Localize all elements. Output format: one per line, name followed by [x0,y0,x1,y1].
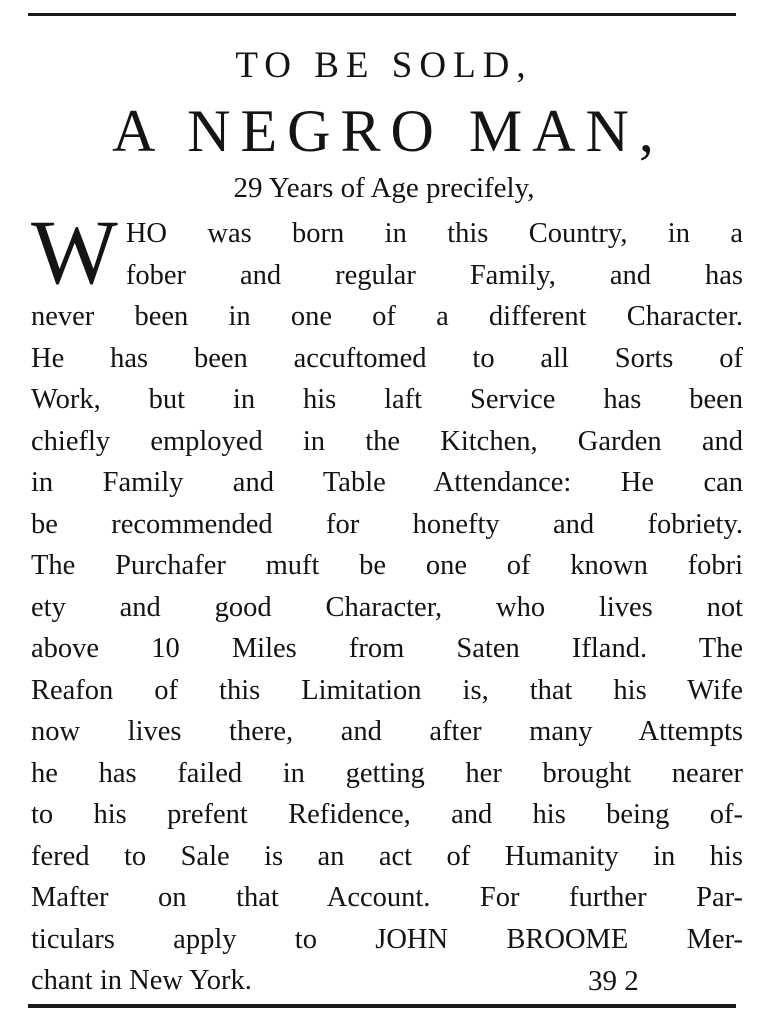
advertisement-body [31,201,743,1002]
top-rule [28,13,736,16]
body-line: ticulars apply to JOHN BROOME Mer- [31,923,743,955]
body-line: never been in one of a different Character. [31,301,743,332]
drop-cap-letter: W [31,201,118,303]
body-line: he has failed in getting her brought nearer [31,757,743,789]
bottom-rule [28,1004,736,1008]
body-line: fober and regular Family, and has [125,259,743,291]
subheading-age: 29 Years of Age precifely, [233,172,535,204]
body-line: Mafter on that Account. For further Par- [31,882,743,913]
issue-number: 39 2 [588,965,639,997]
body-line: now lives there, and after many Attempts [31,716,743,747]
heading-to-be-sold: TO BE SOLD, [235,45,533,86]
body-line: above 10 Miles from Saten Ifland. The [31,633,743,664]
body-line: Reafon of this Limitation is, that his Wife [31,674,743,706]
body-line: chiefly employed in the Kitchen, Garden and [31,425,743,457]
body-line: to his prefent Refidence, and his being of- [31,799,743,830]
body-line: in Family and Table Attendance: He can [31,467,743,498]
body-line: HO was born in this Country, in a [125,218,743,249]
body-line: fered to Sale is an act of Humanity in his [31,840,743,872]
body-line-final: chant in New York. [31,965,252,996]
body-line: ety and good Character, who lives not [31,591,743,623]
body-line: Work, but in his laft Service has been [31,384,743,415]
heading-negro-man: A NEGRO MAN, [112,98,664,164]
body-line: be recommended for honefty and fobriety. [31,508,743,540]
body-line: He has been accuftomed to all Sorts of [31,342,743,374]
body-line: The Purchafer muft be one of known fobri [31,550,743,581]
